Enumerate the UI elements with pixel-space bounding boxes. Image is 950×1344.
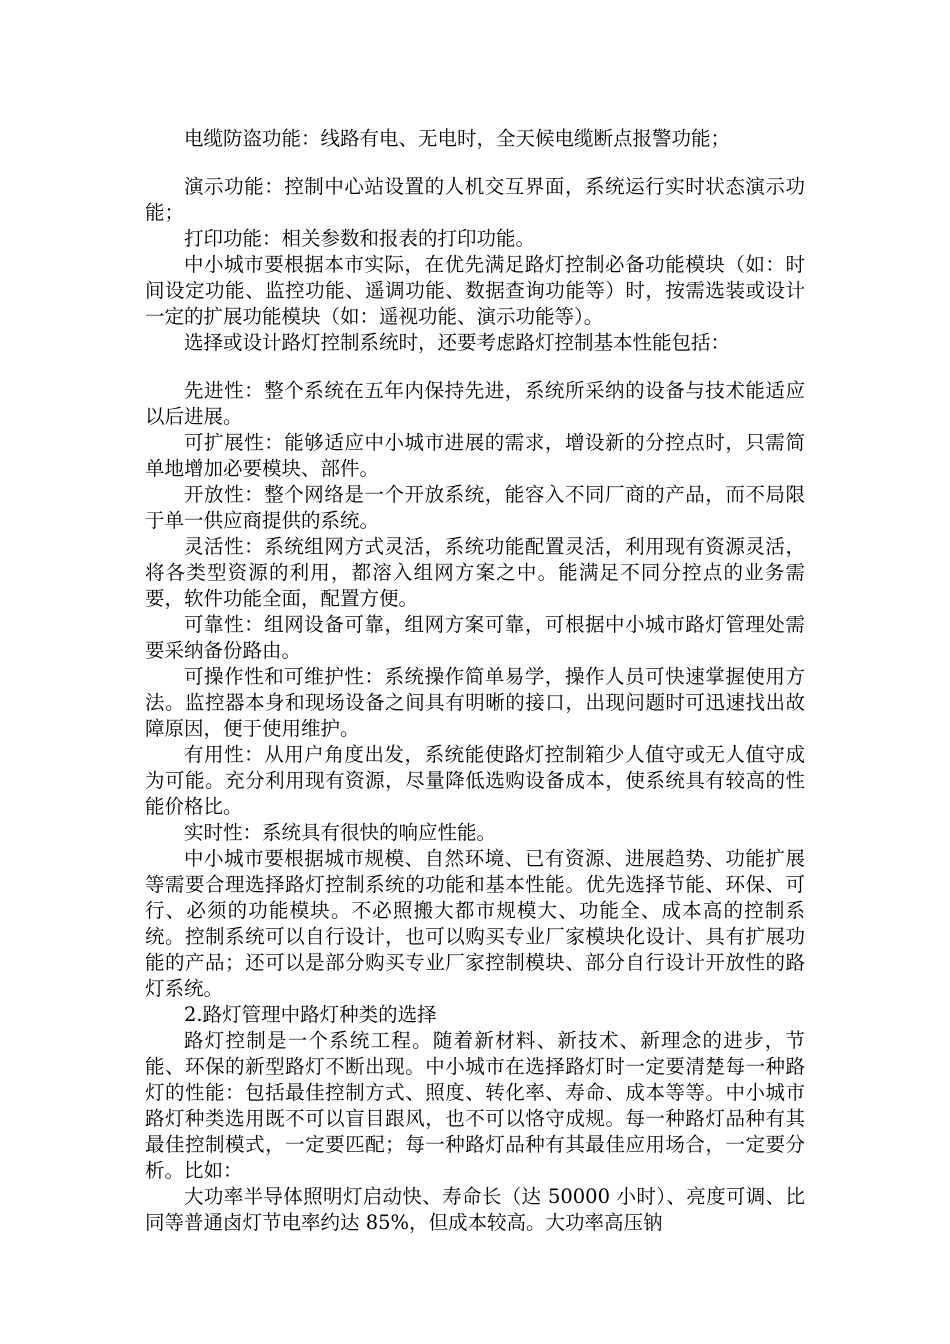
paragraph-openness: 开放性：整个网络是一个开放系统，能容入不同厂商的产品，而不局限于单一供应商提供的系统。 — [145, 483, 805, 532]
paragraph-semiconductor-lamp: 大功率半导体照明灯启动快、寿命长（达 50000 小时）、亮度可调、比同等普通卤灯节电率约达 85%，但成本较高。大功率高压钠 — [145, 1185, 805, 1234]
section-heading: 2.路灯管理中路灯种类的选择 — [184, 1003, 437, 1026]
paragraph-lamp-types: 路灯控制是一个系统工程。随着新材料、新技术、新理念的进步，节能、环保的新型路灯不断出现。中小城市在选择路灯时一定要清楚每一种路灯的性能：包括最佳控制方式、照度、转化率、寿命、成本等等。中小城市路灯种类选用既不可以盲目跟风，也不可以恪守成规。每一种路灯品种有其最佳控制模式，一定要匹配；每一种路灯品种有其最佳应用场合，一定要分析。比如： — [145, 1029, 805, 1182]
paragraph-operability: 可操作性和可维护性：系统操作简单易学，操作人员可快速掌握使用方法。监控器本身和现场设备之间具有明晰的接口，出现问题时可迅速找出故障原因，便于使用维护。 — [145, 665, 805, 740]
paragraph-module-selection: 中小城市要根据本市实际，在优先满足路灯控制必备功能模块（如：时间设定功能、监控功能、遥调功能、数据查询功能等）时，按需选装或设计一定的扩展功能模块（如：遥视功能、演示功能等）。 — [145, 253, 805, 328]
paragraph-gap — [145, 152, 805, 174]
paragraph-summary: 中小城市要根据城市规模、自然环境、已有资源、进展趋势、功能扩展等需要合理选择路灯控制系统的功能和基本性能。优先选择节能、环保、可行、必须的功能模块。不必照搬大都市规模大、功能全、成本高的控制系统。控制系统可以自行设计，也可以购买专业厂家模块化设计、具有扩展功能的产品；还可以是部分购买专业厂家控制模块、部分自行设计开放性的路灯系统。 — [145, 847, 805, 1000]
document-page — [145, 126, 805, 1236]
paragraph-print-function: 打印功能：相关参数和报表的打印功能。 — [184, 227, 536, 250]
paragraph-cable-antitheft: 电缆防盗功能：线路有电、无电时，全天候电缆断点报警功能； — [184, 127, 731, 150]
paragraph-realtime: 实时性：系统具有很快的响应性能。 — [184, 821, 497, 844]
paragraph-advanced: 先进性：整个系统在五年内保持先进，系统所采纳的设备与技术能适应以后进展。 — [145, 379, 805, 428]
paragraph-basic-performance: 选择或设计路灯控制系统时，还要考虑路灯控制基本性能包括： — [184, 331, 731, 354]
paragraph-extensibility: 可扩展性：能够适应中小城市进展的需求，增设新的分控点时，只需简单地增加必要模块、部件。 — [145, 431, 805, 480]
paragraph-gap — [145, 356, 805, 378]
paragraph-demo-function: 演示功能：控制中心站设置的人机交互界面，系统运行实时状态演示功能； — [145, 175, 805, 224]
paragraph-reliability: 可靠性：组网设备可靠，组网方案可靠，可根据中小城市路灯管理处需要采纳备份路由。 — [145, 613, 805, 662]
paragraph-usefulness: 有用性：从用户角度出发，系统能使路灯控制箱少人值守或无人值守成为可能。充分利用现有资源，尽量降低选购设备成本，使系统具有较高的性能价格比。 — [145, 743, 805, 818]
paragraph-flexibility: 灵活性：系统组网方式灵活，系统功能配置灵活，利用现有资源灵活，将各类型资源的利用，都溶入组网方案之中。能满足不同分控点的业务需要，软件功能全面，配置方便。 — [145, 535, 805, 610]
